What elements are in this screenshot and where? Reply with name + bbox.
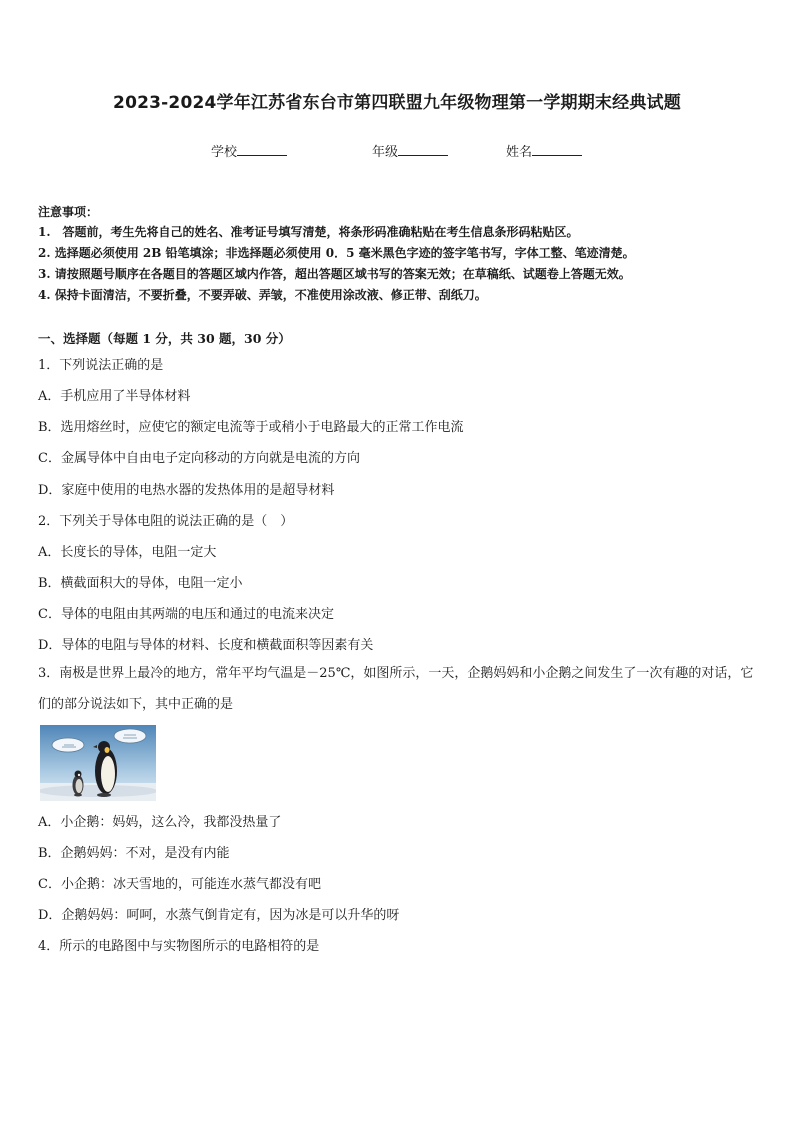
- question-option: C．小企鹅：冰天雪地的，可能连水蒸气都没有吧: [38, 877, 321, 892]
- grade-blank[interactable]: [398, 143, 448, 156]
- notice-item: 3. 请按照题号顺序在各题目的答题区域内作答，超出答题区域书写的答案无效；在草稿纸、试题卷上答题无效。: [38, 267, 631, 281]
- grade-label: 年级: [372, 145, 399, 160]
- name-field[interactable]: [506, 141, 582, 160]
- name-label: 姓名: [506, 145, 533, 160]
- question-stem: 2．下列关于导体电阻的说法正确的是（ ）: [38, 514, 294, 529]
- notice-heading: 注意事项：: [38, 205, 99, 219]
- question-option: A．手机应用了半导体材料: [38, 389, 191, 404]
- name-blank[interactable]: [532, 143, 582, 156]
- question-option: D．家庭中使用的电热水器的发热体用的是超导材料: [38, 483, 335, 498]
- penguin-illustration: [40, 725, 156, 801]
- notice-item: 4. 保持卡面清洁，不要折叠，不要弄破、弄皱，不准使用涂改液、修正带、刮纸刀。: [38, 288, 487, 302]
- notice-item: 1. 答题前，考生先将自己的姓名、准考证号填写清楚，将条形码准确粘贴在考生信息条形码粘贴区。: [38, 225, 579, 239]
- school-field[interactable]: [211, 141, 287, 160]
- question-option: A．小企鹅：妈妈，这么冷，我都没热量了: [38, 815, 282, 830]
- school-blank[interactable]: [237, 143, 287, 156]
- question-stem: 3．南极是世界上最冷的地方，常年平均气温是－25℃，如图所示，一天，企鹅妈妈和小企鹅之间发生了一次有趣的对话，它们的部分说法如下，其中正确的是: [38, 666, 754, 712]
- question-option: D．导体的电阻与导体的材料、长度和横截面积等因素有关: [38, 638, 374, 653]
- page-title: 2023-2024学年江苏省东台市第四联盟九年级物理第一学期期末经典试题: [113, 93, 681, 113]
- question-option: B．横截面积大的导体，电阻一定小: [38, 576, 243, 591]
- question-stem: 1．下列说法正确的是: [38, 358, 164, 373]
- question-option: D．企鹅妈妈：呵呵，水蒸气倒肯定有，因为冰是可以升华的呀: [38, 908, 400, 923]
- school-label: 学校: [211, 145, 238, 160]
- notice-item: 2. 选择题必须使用 2B 铅笔填涂；非选择题必须使用 0．5 毫米黑色字迹的签字笔书写，字体工整、笔迹清楚。: [38, 246, 635, 260]
- question-option: B．企鹅妈妈：不对，是没有内能: [38, 846, 230, 861]
- question-stem: 4．所示的电路图中与实物图所示的电路相符的是: [38, 939, 320, 954]
- question-option: C．金属导体中自由电子定向移动的方向就是电流的方向: [38, 451, 360, 466]
- section-title: 一、选择题（每题 1 分，共 30 题，30 分）: [38, 331, 291, 346]
- question-option: A．长度长的导体，电阻一定大: [38, 545, 217, 560]
- question-option: B．选用熔丝时，应使它的额定电流等于或稍小于电路最大的正常工作电流: [38, 420, 464, 435]
- question-option: C．导体的电阻由其两端的电压和通过的电流来决定: [38, 607, 334, 622]
- grade-field[interactable]: [372, 141, 448, 160]
